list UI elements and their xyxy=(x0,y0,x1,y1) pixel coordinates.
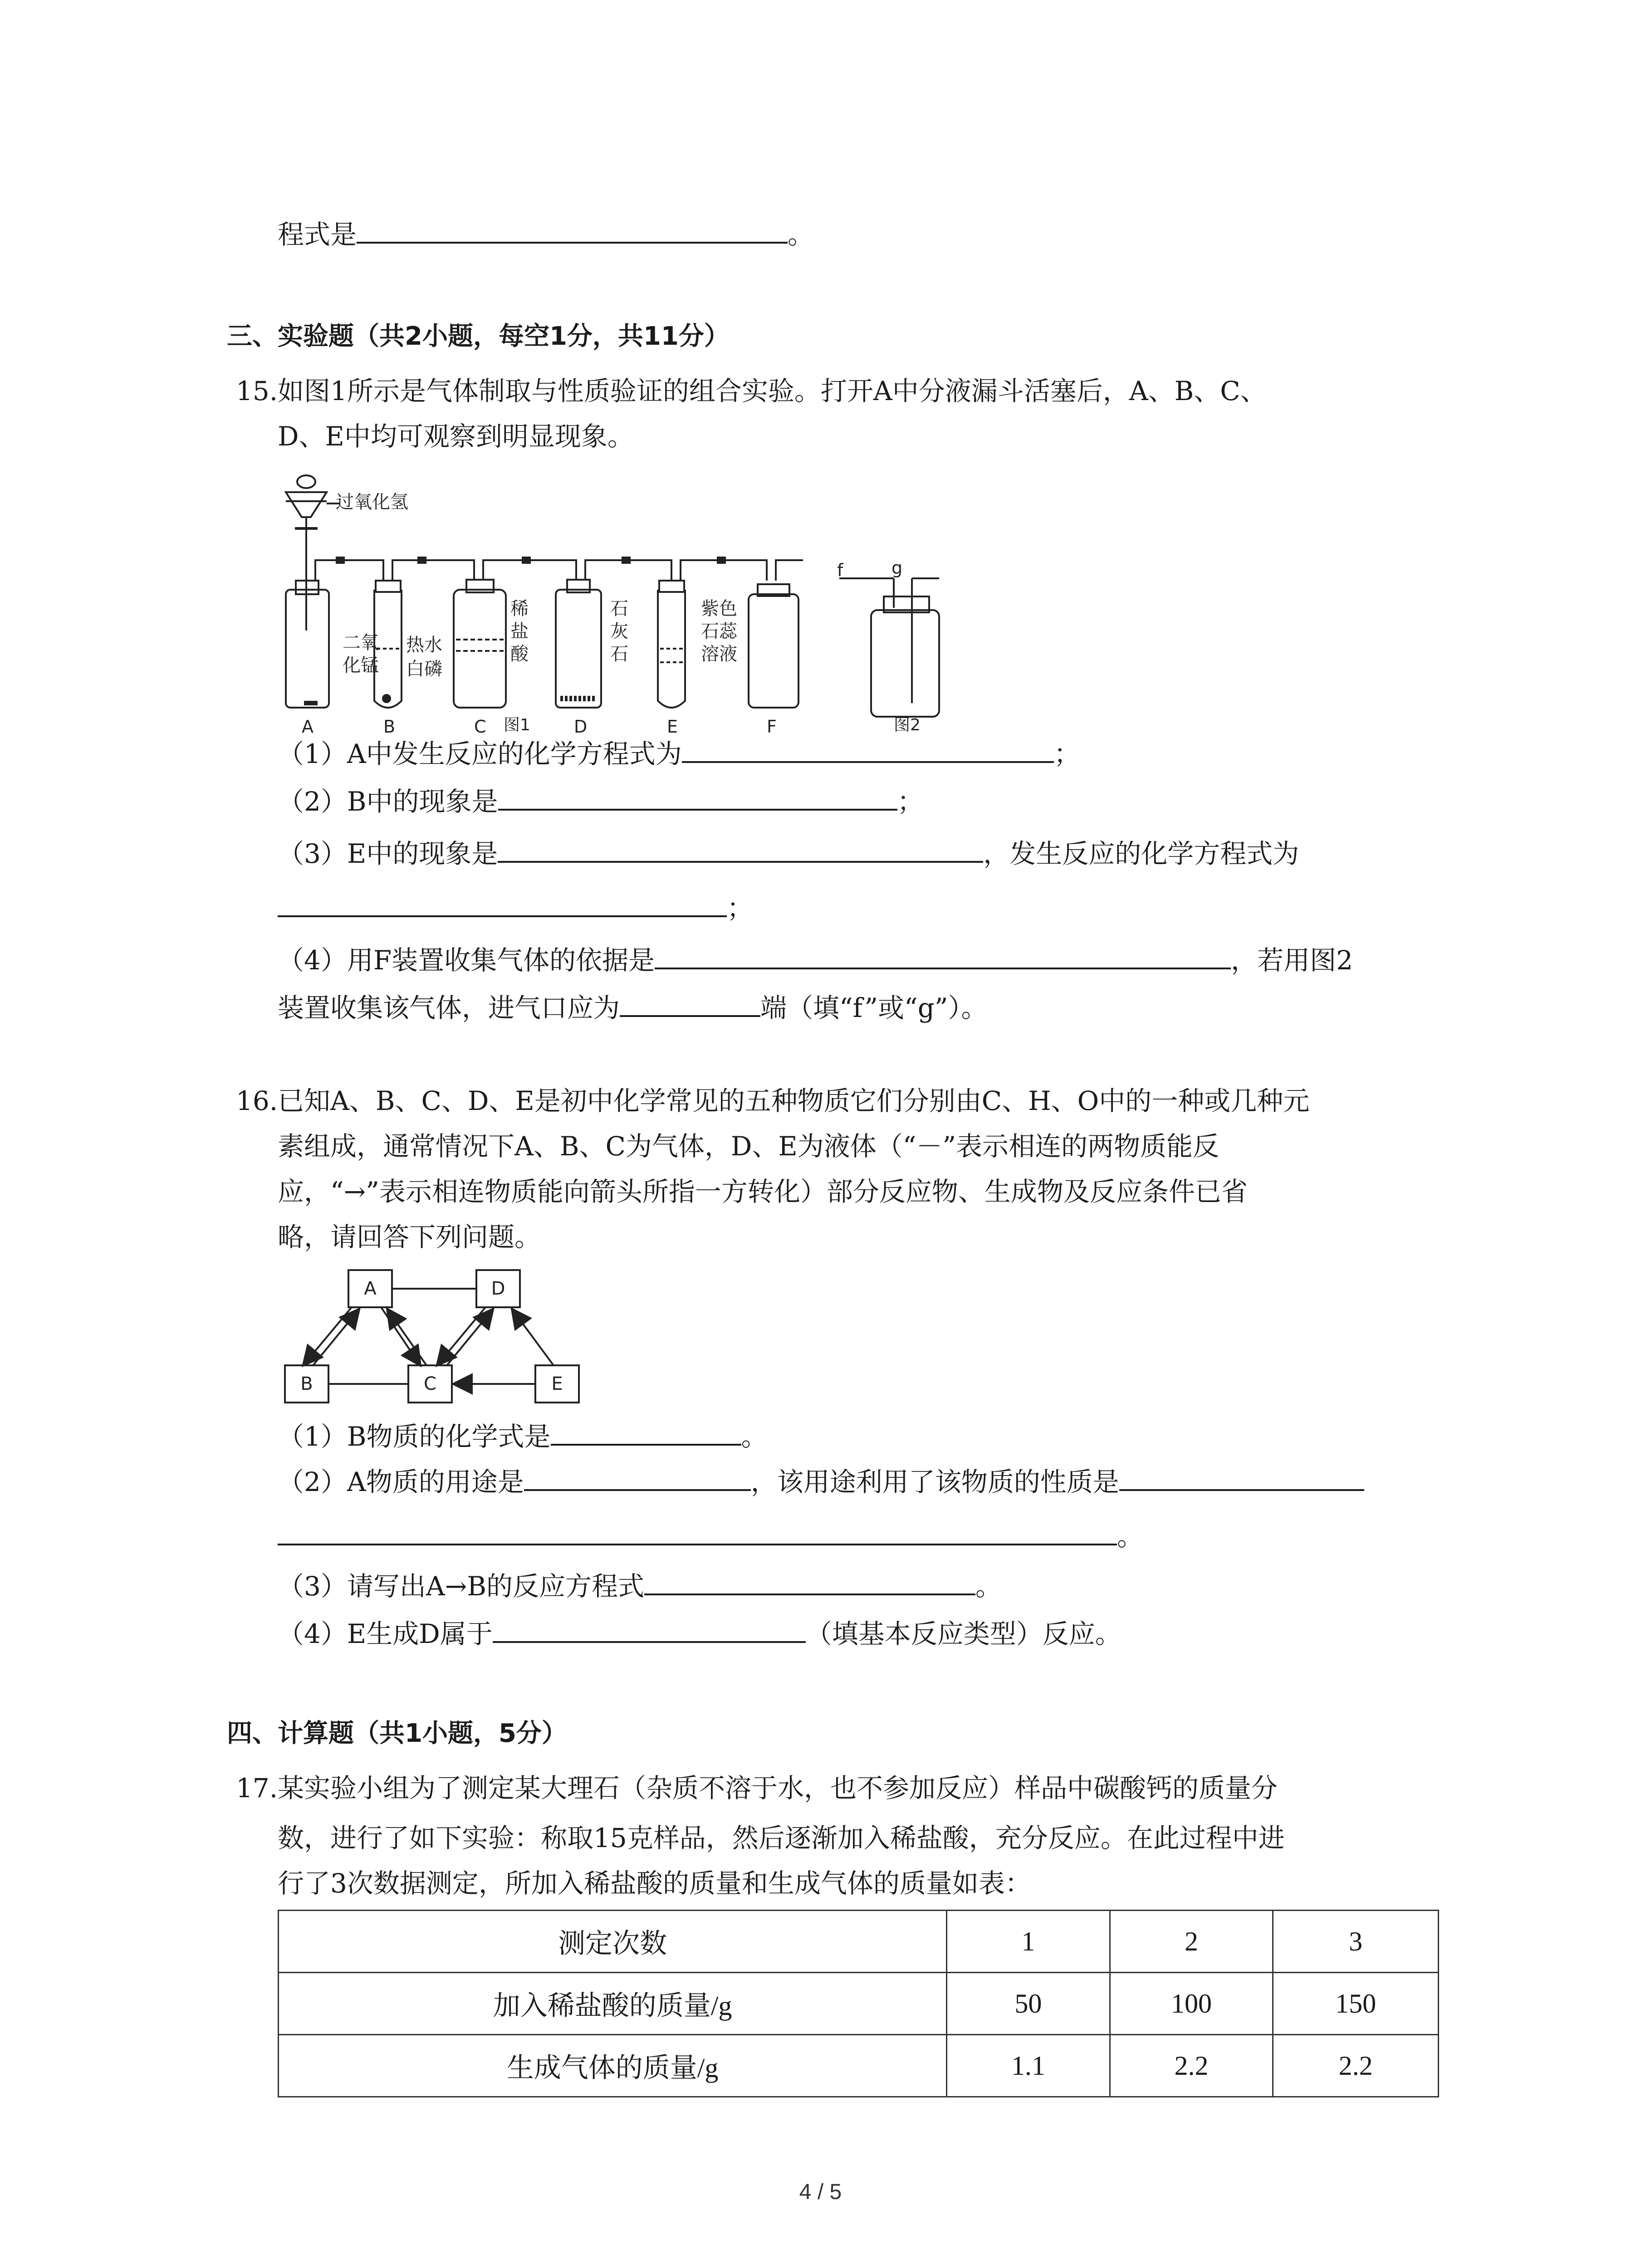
q16-number: 16. xyxy=(236,1085,278,1116)
q16-part3-end: 。 xyxy=(975,1571,1002,1602)
label-mno2-1: 二氧 xyxy=(343,632,379,653)
carryover-prefix: 程式是 xyxy=(278,219,357,250)
edge-d-c xyxy=(438,1307,485,1364)
q15-part3-end: ； xyxy=(727,893,754,924)
answer-blank[interactable] xyxy=(498,837,983,863)
q16-line4: 略，请回答下列问题。 xyxy=(278,1222,541,1252)
label-f: f xyxy=(837,560,843,580)
label-white-phosphorus: 白磷 xyxy=(406,659,442,679)
q15-part4-mid: ，若用图2 xyxy=(1231,945,1353,976)
edge-e-d xyxy=(513,1310,554,1365)
q16-part1-text: （1）B物质的化学式是 xyxy=(278,1421,551,1452)
node-c-label: C xyxy=(424,1374,436,1394)
label-mno2-2: 化锰 xyxy=(343,655,379,676)
table-cell: 测定次数 xyxy=(279,1911,947,1973)
label-g: g xyxy=(892,558,903,578)
label-limestone-2: 灰 xyxy=(610,621,628,642)
answer-blank[interactable] xyxy=(278,1520,1117,1545)
carryover-line xyxy=(278,215,814,254)
q16-part1 xyxy=(278,1418,768,1456)
label-hcl-3: 酸 xyxy=(510,644,529,665)
label-b: B xyxy=(383,717,396,737)
label-litmus-1: 紫色 xyxy=(701,598,737,619)
label-e: E xyxy=(667,717,678,737)
bottle-d xyxy=(556,590,601,708)
pipe-b-c xyxy=(392,560,474,581)
q15-part2-text: （2）B中的现象是 xyxy=(278,786,498,817)
carryover-end: 。 xyxy=(788,219,814,250)
label-d: D xyxy=(574,717,588,737)
table-row xyxy=(279,2035,1439,2097)
answer-blank[interactable] xyxy=(524,1466,751,1491)
label-limestone-1: 石 xyxy=(610,598,628,619)
q15-part1-text: （1）A中发生反应的化学方程式为 xyxy=(278,738,682,769)
q16-part2-end: 。 xyxy=(1117,1521,1144,1552)
q16-line1: 已知A、B、C、D、E是初中化学常见的五种物质它们分别由C、H、O中的一种或几种元 xyxy=(278,1085,1310,1116)
edge-a-b xyxy=(304,1307,352,1364)
table-cell: 50 xyxy=(947,1973,1110,2035)
edge-a-c xyxy=(381,1307,420,1364)
q16-part2-mid: ，该用途利用了该物质的性质是 xyxy=(750,1466,1119,1497)
q16-relation-diagram xyxy=(277,1261,594,1415)
section-heading-3: 三、实验题（共2小题，每空1分，共11分） xyxy=(227,322,730,351)
q15-apparatus-figure xyxy=(268,458,948,739)
q16-line3: 应，“→”表示相连物质能向箭头所指一方转化）部分反应物、生成物及反应条件已省 xyxy=(278,1176,1248,1207)
label-litmus-3: 溶液 xyxy=(701,644,737,665)
fig2-bottle xyxy=(871,610,939,717)
q15-stem-line2: D、E中均可观察到明显现象。 xyxy=(278,421,634,452)
label-c: C xyxy=(474,717,486,737)
q17-number: 17. xyxy=(236,1773,278,1804)
table-cell: 100 xyxy=(1110,1973,1273,2035)
table-cell: 150 xyxy=(1273,1973,1439,2035)
pipe-a-b xyxy=(315,560,383,581)
table-cell: 1.1 xyxy=(947,2035,1110,2097)
q15-stem-line1: 如图1所示是气体制取与性质验证的组合实验。打开A中分液漏斗活塞后，A、B、C、 xyxy=(278,376,1267,406)
funnel-stopper xyxy=(297,475,315,488)
q15-part4-line2-end: 端（填“f”或“g”）。 xyxy=(760,992,988,1023)
q16-part4-text: （4）E生成D属于 xyxy=(278,1618,493,1649)
answer-blank[interactable] xyxy=(620,992,760,1017)
label-hot-water: 热水 xyxy=(406,635,442,655)
answer-blank[interactable] xyxy=(644,1570,975,1595)
q16-part4-end: （填基本反应类型）反应。 xyxy=(805,1618,1122,1649)
q15-part3-mid: ，发生反应的化学方程式为 xyxy=(983,838,1299,869)
label-limestone-3: 石 xyxy=(610,644,628,665)
q15-part2 xyxy=(278,782,924,821)
table-row xyxy=(279,1911,1439,1973)
q15-number: 15. xyxy=(236,376,278,406)
q15-part1 xyxy=(278,735,1080,773)
q16-part2 xyxy=(278,1463,1364,1501)
answer-blank[interactable] xyxy=(498,785,897,811)
q15-part3 xyxy=(278,835,1299,873)
edge-c-a xyxy=(388,1310,426,1365)
flask-a xyxy=(286,590,329,708)
label-hcl-1: 稀 xyxy=(510,598,529,619)
q15-part3-line2 xyxy=(278,889,753,927)
answer-blank[interactable] xyxy=(278,892,727,917)
edge-c-d xyxy=(447,1310,492,1365)
q16-part3-text: （3）请写出A→B的反应方程式 xyxy=(278,1571,645,1602)
q16-part3 xyxy=(278,1567,1002,1605)
edge-b-a xyxy=(313,1310,358,1365)
q15-part1-end: ； xyxy=(1053,738,1080,769)
q15-part3-text: （3）E中的现象是 xyxy=(278,838,498,869)
q16-part4 xyxy=(278,1615,1122,1653)
q16-line2: 素组成，通常情况下A、B、C为气体，D、E为液体（“－”表示相连的两物质能反 xyxy=(278,1131,1220,1162)
q17-line3: 行了3次数据测定，所加入稀盐酸的质量和生成气体的质量如表： xyxy=(278,1868,1031,1899)
node-e-label: E xyxy=(551,1374,563,1394)
label-f-bottle: F xyxy=(767,717,777,737)
bottle-c xyxy=(454,590,506,708)
node-a-label: A xyxy=(364,1278,377,1299)
answer-blank[interactable] xyxy=(1119,1466,1364,1491)
q16-part2-text: （2）A物质的用途是 xyxy=(278,1466,524,1497)
label-a: A xyxy=(302,717,314,737)
table-cell: 2.2 xyxy=(1273,2035,1439,2097)
q17-line2: 数，进行了如下实验：称取15克样品，然后逐渐加入稀盐酸，充分反应。在此过程中进 xyxy=(278,1823,1285,1853)
table-cell: 2.2 xyxy=(1110,2035,1273,2097)
q15-part4-line2 xyxy=(278,989,988,1027)
table-cell: 加入稀盐酸的质量/g xyxy=(279,1973,947,2035)
table-cell: 3 xyxy=(1273,1911,1439,1973)
answer-blank[interactable] xyxy=(551,1420,741,1446)
caption-fig2: 图2 xyxy=(894,716,921,734)
q15-part2-end: ； xyxy=(897,786,924,817)
table-cell: 1 xyxy=(947,1911,1110,1973)
table-cell: 生成气体的质量/g xyxy=(279,2035,947,2097)
table-cell: 2 xyxy=(1110,1911,1273,1973)
section-heading-4: 四、计算题（共1小题，5分） xyxy=(227,1719,567,1748)
page-number: 4 / 5 xyxy=(799,2180,842,2204)
answer-blank[interactable] xyxy=(493,1618,806,1643)
q15-part4-line2-text: 装置收集该气体，进气口应为 xyxy=(278,992,620,1023)
answer-blank[interactable] xyxy=(357,218,788,244)
caption-fig1: 图1 xyxy=(504,716,530,734)
table-row xyxy=(279,1973,1439,2035)
q16-part1-end: 。 xyxy=(741,1421,768,1452)
q15-part4 xyxy=(278,941,1353,979)
label-hcl-2: 盐 xyxy=(510,621,529,642)
q15-part4-text: （4）用F装置收集气体的依据是 xyxy=(278,945,655,976)
separatory-funnel-bulb xyxy=(286,492,327,517)
q17-data-table xyxy=(278,1910,1439,2097)
node-b-label: B xyxy=(300,1374,313,1394)
label-h2o2: 过氧化氢 xyxy=(336,492,408,513)
q17-line1: 某实验小组为了测定某大理石（杂质不溶于水，也不参加反应）样品中碳酸钙的质量分 xyxy=(278,1773,1278,1804)
bottle-f xyxy=(749,594,798,708)
answer-blank[interactable] xyxy=(682,738,1054,763)
q16-part2-line2 xyxy=(278,1517,1143,1555)
answer-blank[interactable] xyxy=(655,944,1231,969)
node-d-label: D xyxy=(491,1278,505,1299)
label-litmus-2: 石蕊 xyxy=(701,621,737,642)
